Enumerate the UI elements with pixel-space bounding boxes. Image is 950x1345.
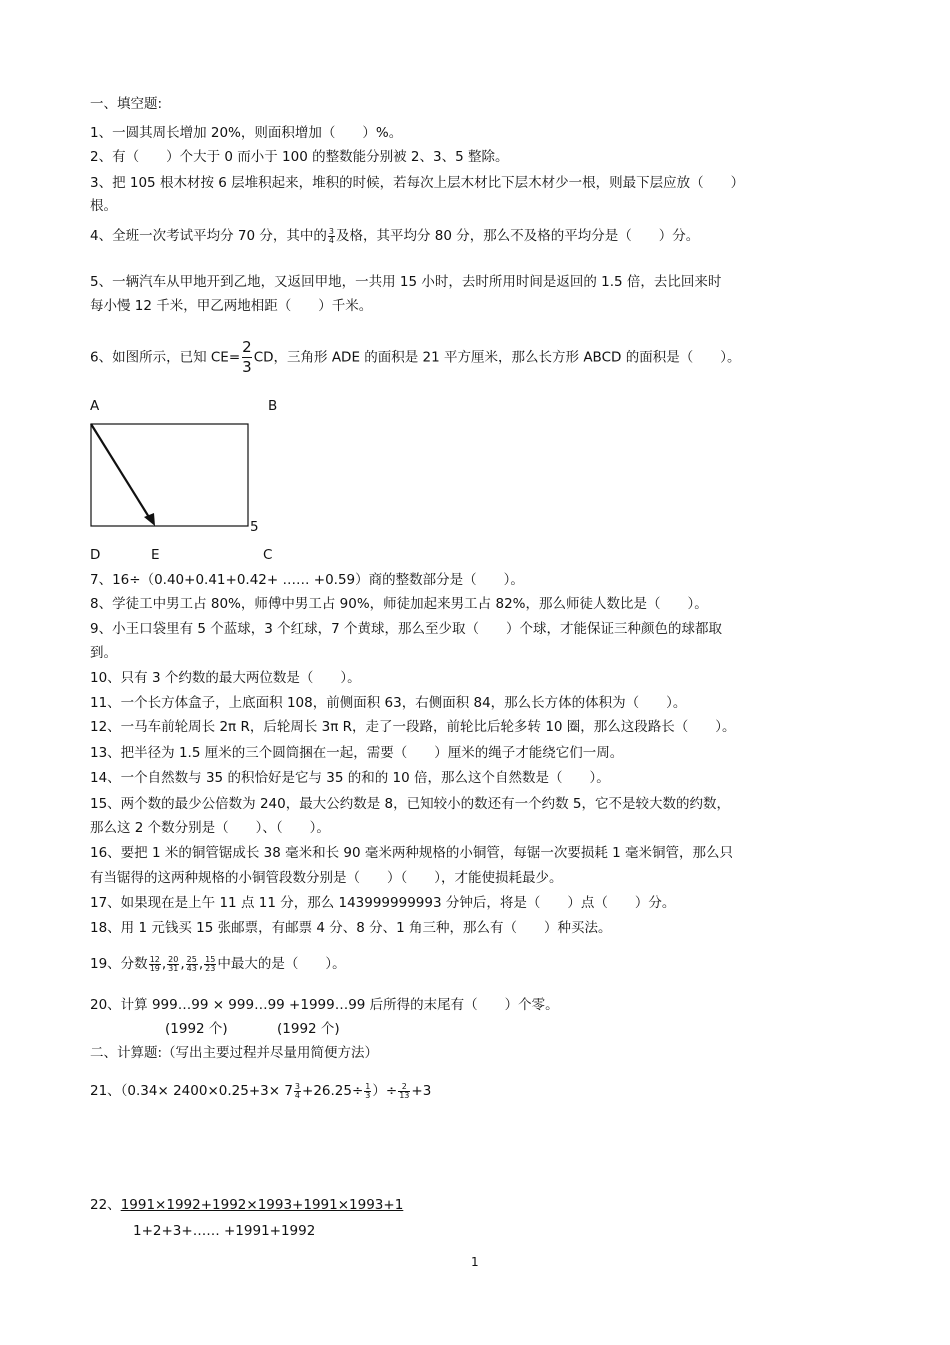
- fraction: $\frac{20}{31}$: [168, 954, 179, 973]
- arrow-head: [144, 513, 155, 526]
- question-5-line1: 5、一辆汽车从甲地开到乙地，又返回甲地，一共用 15 小时，去时所用时间是返回的 1.5 倍，去比回来时: [90, 274, 722, 290]
- section2-title: 二、计算题:（写出主要过程并尽量用简便方法）: [90, 1045, 379, 1061]
- question-20: 20、计算 999…99 × 999…99 +1999…99 后所得的末尾有（ ）个零。: [90, 997, 559, 1013]
- question-12: 12、一马车前轮周长 2π R，后轮周长 3π R，走了一段路，前轮比后轮多转 10 圈，那么这段路长（ ）。: [90, 719, 736, 735]
- question-9-line2: 到。: [90, 645, 117, 661]
- question-7: 7、16÷（0.40+0.41+0.42+ …… +0.59）商的整数部分是（ ）。: [90, 572, 524, 588]
- question-8: 8、学徒工中男工占 80%，师傅中男工占 90%，师徒加起来男工占 82%，那么师徒人数比是（ ）。: [90, 596, 708, 612]
- comma: ,: [161, 956, 167, 972]
- question-17: 17、如果现在是上午 11 点 11 分，那么 143999999993 分钟后，将是（ ）点（ ）分。: [90, 895, 676, 911]
- question-22: 22、1991×1992+1992×1993+1991×1993+1: [90, 1197, 404, 1213]
- question-16-line2: 有当锯得的这两种规格的小铜管段数分别是（ ）（ ），才能使损耗最少。: [90, 870, 563, 886]
- rectangle-abcd: [91, 424, 248, 526]
- fraction-list: [148, 956, 218, 972]
- comma: ,: [180, 956, 185, 972]
- figure-label-c: C: [263, 547, 273, 563]
- question-11: 11、一个长方体盒子，上底面积 108，前侧面积 63，右侧面积 84，那么长方体的体积为（ ）。: [90, 695, 687, 711]
- question-13: 13、把半径为 1.5 厘米的三个圆筒捆在一起，需要（ ）厘米的绳子才能绕它们一周。: [90, 745, 624, 761]
- fraction-three-quarters: $\frac{3}{4}$: [294, 1081, 301, 1100]
- rectangle-figure: [88, 420, 260, 530]
- fraction: $\frac{25}{43}$: [186, 954, 197, 973]
- question-19: 19、分数 $\frac{12}{19}$ , $\frac{20}{31}$ , $\frac{25}{43}$ , $\frac{15}{23}$ 中最大的是（ ）。: [90, 954, 346, 973]
- section1-title: 一、填空题:: [90, 96, 163, 112]
- question-15-line2: 那么这 2 个数分别是（ ）、（ ）。: [90, 820, 330, 836]
- question-4: 4、全班一次考试平均分 70 分，其中的 $\frac{3}{4}$ 及格，其平均分 80 分，那么不及格的平均分是（ ）分。: [90, 226, 700, 245]
- question-22-denominator: 1+2+3+…… +1991+1992: [133, 1223, 316, 1239]
- question-20-note-2: (1992 个): [277, 1021, 340, 1037]
- figure-label-b: B: [268, 398, 278, 414]
- fraction: $\frac{12}{19}$: [149, 954, 160, 973]
- comma: ,: [198, 956, 204, 972]
- question-10: 10、只有 3 个约数的最大两位数是（ ）。: [90, 670, 361, 686]
- question-16-line1: 16、要把 1 米的铜管锯成长 38 毫米和长 90 毫米两种规格的小铜管，每锯一次要损耗 1 毫米铜管，那么只: [90, 845, 734, 861]
- figure-side-label: 5: [250, 519, 259, 535]
- figure-label-d: D: [90, 547, 101, 563]
- fraction: $\frac{15}{23}$: [205, 954, 216, 973]
- fraction-one-third: $\frac{1}{3}$: [365, 1081, 371, 1100]
- fraction-three-quarters: $\frac{3}{4}$: [328, 226, 334, 245]
- question-3-line1: 3、把 105 根木材按 6 层堆积起来，堆积的时候，若每次上层木材比下层木材少一根，则最下层应放（ ）: [90, 175, 745, 191]
- question-3-line2: 根。: [90, 198, 117, 214]
- question-5-line2: 每小慢 12 千米，甲乙两地相距（ ）千米。: [90, 298, 373, 314]
- figure-label-a: A: [90, 398, 100, 414]
- question-9-line1: 9、小王口袋里有 5 个蓝球，3 个红球，7 个黄球，那么至少取（ ）个球，才能保证三种颜色的球都取: [90, 621, 723, 637]
- question-18: 18、用 1 元钱买 15 张邮票，有邮票 4 分、8 分、1 角三种，那么有（ ）种买法。: [90, 920, 612, 936]
- question-15-line1: 15、两个数的最少公倍数为 240，最大公约数是 8，已知较小的数还有一个约数 5，它不是较大数的约数，: [90, 796, 730, 812]
- question-1: 1、一圆其周长增加 20%，则面积增加（ ）%。: [90, 125, 403, 141]
- line-ae: [91, 424, 152, 522]
- figure-label-e: E: [151, 547, 160, 563]
- question-20-note-1: (1992 个): [165, 1021, 228, 1037]
- question-22-numerator: 1991×1992+1992×1993+1991×1993+1: [120, 1197, 404, 1213]
- question-6: 6、如图所示，已知 CE= $\frac{2}{3}$ CD，三角形 ADE 的面积是 21 平方厘米，那么长方形 ABCD 的面积是（ ）。: [90, 338, 741, 376]
- fraction-two-thirds: $\frac{2}{3}$: [242, 338, 252, 376]
- question-2: 2、有（ ）个大于 0 而小于 100 的整数能分别被 2、3、5 整除。: [90, 149, 509, 165]
- page-number: 1: [471, 1255, 479, 1269]
- question-14: 14、一个自然数与 35 的积恰好是它与 35 的和的 10 倍，那么这个自然数是（ ）。: [90, 770, 610, 786]
- fraction-two-thirteenths: $\frac{2}{13}$: [399, 1081, 410, 1100]
- question-21: 21、（0.34× 2400×0.25+3× 7 $\frac{3}{4}$ +26.25÷ $\frac{1}{3}$ ）÷ $\frac{2}{13}$ +3: [90, 1081, 432, 1100]
